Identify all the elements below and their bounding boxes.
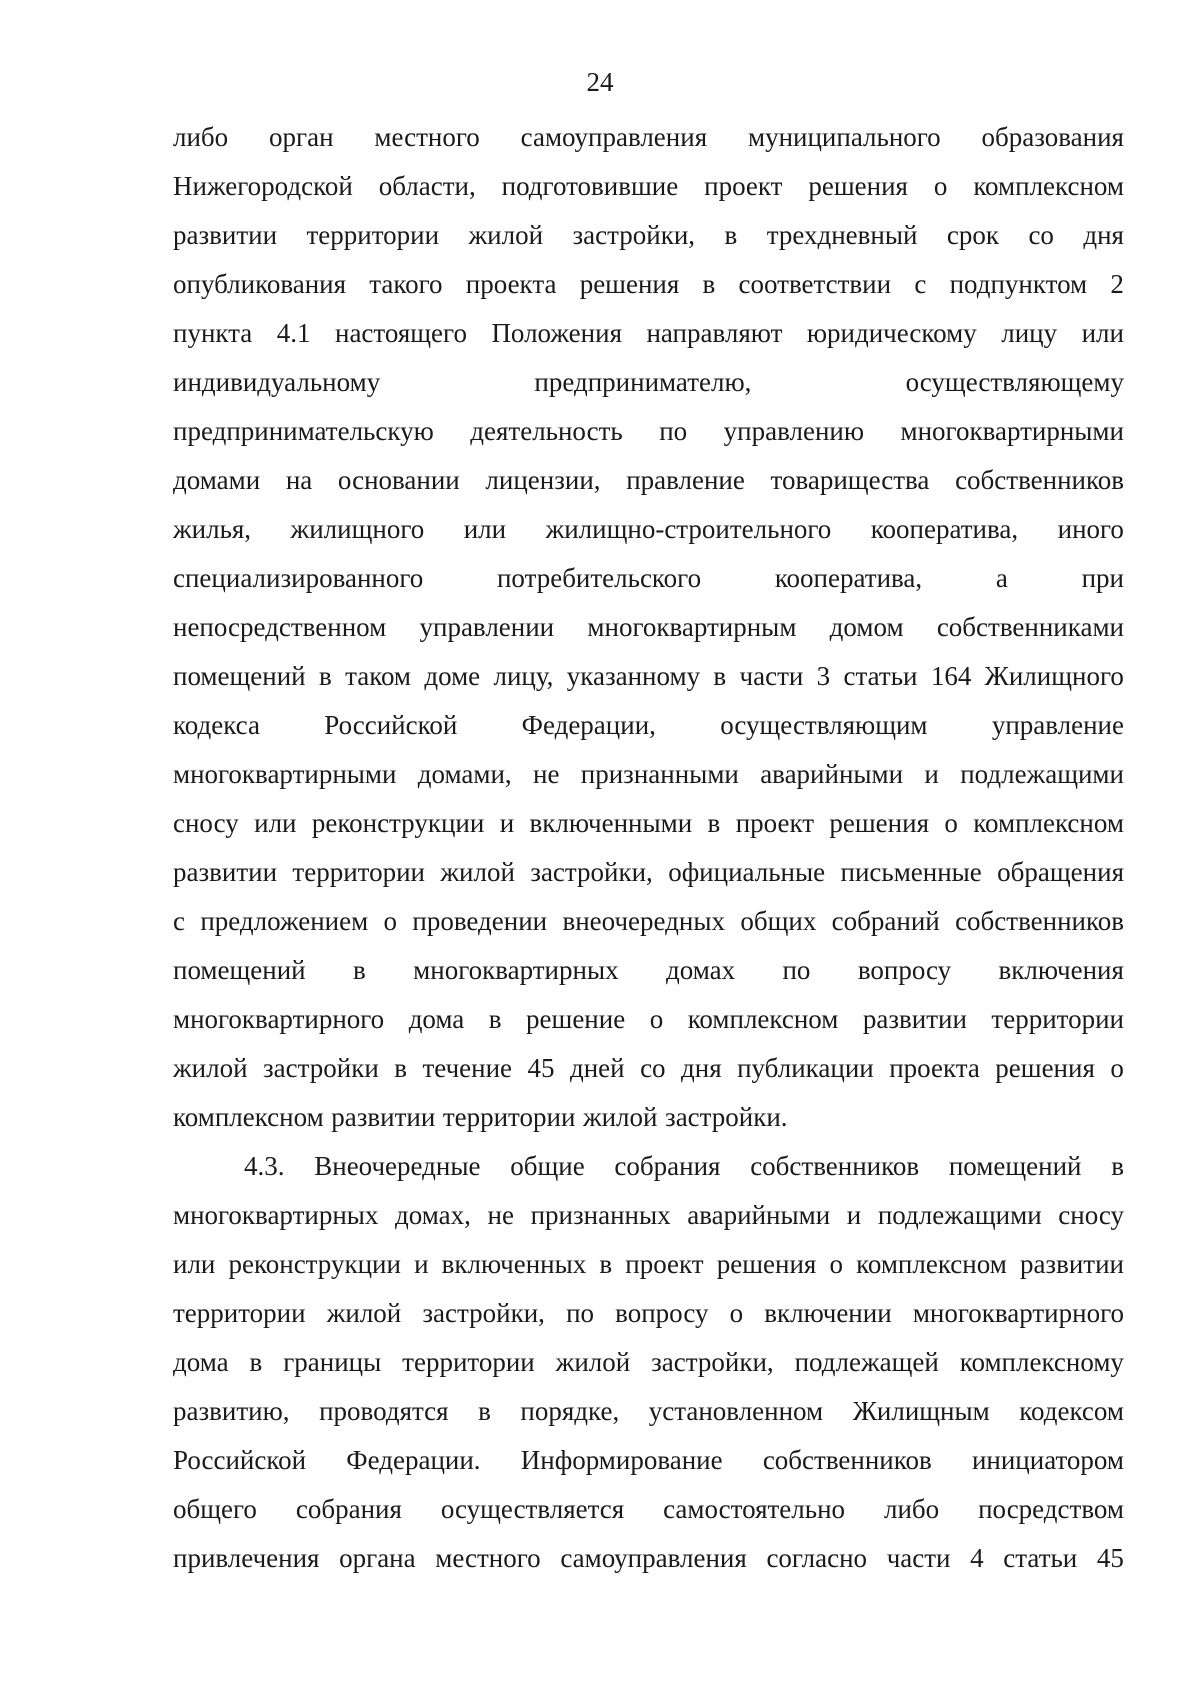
word: посредством xyxy=(978,1494,1124,1524)
word: и xyxy=(846,1200,862,1230)
word: местного xyxy=(435,1543,541,1573)
word: либо xyxy=(883,1494,940,1524)
word: домах xyxy=(665,955,736,985)
text-line xyxy=(173,897,1124,946)
page-number: 24 xyxy=(586,67,614,97)
word: самоуправления xyxy=(520,122,708,152)
word: либо xyxy=(173,122,229,152)
word: решения xyxy=(808,171,908,201)
word: многоквартирного xyxy=(173,1004,385,1034)
word: проект xyxy=(704,171,783,201)
word: жилой xyxy=(173,1053,248,1083)
word: товарищества xyxy=(770,465,930,495)
word: подлежащей xyxy=(794,1347,939,1377)
word: осуществляется xyxy=(440,1494,625,1524)
word: домах, xyxy=(395,1200,471,1230)
word: предпринимателю, xyxy=(534,367,752,397)
word: предложением xyxy=(200,906,369,936)
word: соответствии xyxy=(738,269,892,299)
text-line xyxy=(173,554,1124,603)
word: дня xyxy=(1083,220,1124,250)
word: включенных xyxy=(441,1249,587,1279)
text-line xyxy=(173,603,1124,652)
word: территории xyxy=(442,1102,576,1132)
word: или xyxy=(1081,318,1124,348)
word: в xyxy=(599,1249,613,1279)
word: помещений xyxy=(948,1151,1082,1181)
word: развитии xyxy=(1019,1249,1124,1279)
word: решения xyxy=(579,269,680,299)
word: собраний xyxy=(831,906,940,936)
word: о xyxy=(944,808,958,838)
text-line xyxy=(173,1436,1124,1485)
word: в xyxy=(1111,1151,1124,1181)
word: развитии xyxy=(331,1102,436,1132)
word: Федерации. xyxy=(346,1445,481,1475)
word: проект xyxy=(735,808,815,838)
word: комплексном xyxy=(687,1004,839,1034)
word: порядке, xyxy=(520,1396,620,1426)
word: застройки. xyxy=(665,1102,788,1132)
word: комплексном xyxy=(973,171,1124,201)
text-line xyxy=(173,1534,1124,1583)
word: развитии xyxy=(173,857,278,887)
word: домами, xyxy=(417,759,512,789)
word: многоквартирным xyxy=(587,612,797,642)
word: территории xyxy=(292,857,425,887)
word: и xyxy=(499,808,515,838)
word: подлежащими xyxy=(960,759,1124,789)
word: в xyxy=(713,661,727,691)
word: лицензии, xyxy=(485,465,601,495)
text-line xyxy=(173,995,1124,1044)
word: местного xyxy=(374,122,480,152)
word: Внеочередные xyxy=(314,1151,481,1181)
word: со xyxy=(640,1053,666,1083)
word: развитии xyxy=(173,220,278,250)
word: муниципального xyxy=(747,122,941,152)
word: 45 xyxy=(1096,1543,1124,1573)
word: обращения xyxy=(997,857,1124,887)
text-line xyxy=(173,162,1124,211)
word: домом xyxy=(829,612,904,642)
word: застройки, xyxy=(422,1298,545,1328)
word: в xyxy=(702,269,716,299)
word: развитии xyxy=(862,1004,967,1034)
word: а xyxy=(995,563,1008,593)
word: в xyxy=(353,955,366,985)
word: проведении xyxy=(412,906,548,936)
word: самоуправления xyxy=(560,1543,747,1573)
word: индивидуальному xyxy=(173,367,381,397)
text-line xyxy=(173,1240,1124,1289)
word: решения xyxy=(829,808,929,838)
word: кодексом xyxy=(1019,1396,1124,1426)
word: течение xyxy=(422,1053,513,1083)
word: по xyxy=(659,416,688,446)
word: образования xyxy=(981,122,1124,152)
word: признанными xyxy=(580,759,739,789)
word: дома xyxy=(173,1347,229,1377)
word: привлечения xyxy=(173,1543,320,1573)
word: дома xyxy=(408,1004,465,1034)
word: кооператива, xyxy=(870,514,1019,544)
word: подлежащими xyxy=(877,1200,1042,1230)
word: настоящего xyxy=(335,318,467,348)
word: юридическому xyxy=(806,318,977,348)
text-line xyxy=(173,946,1124,995)
word: развитию, xyxy=(173,1396,290,1426)
text-line xyxy=(173,848,1124,897)
word: трехдневный xyxy=(766,220,918,250)
word: 4 xyxy=(970,1543,984,1573)
text-line xyxy=(173,1044,1124,1093)
word: застройки, xyxy=(651,1347,774,1377)
word: многоквартирных xyxy=(413,955,619,985)
text-line xyxy=(173,701,1124,750)
word: Нижегородской xyxy=(173,171,353,201)
word: о xyxy=(933,171,948,201)
word: дней xyxy=(569,1053,625,1083)
text-line xyxy=(173,1485,1124,1534)
word: жилья, xyxy=(173,514,252,544)
word: и xyxy=(414,1249,429,1279)
word: Федерации, xyxy=(521,710,656,740)
text-line xyxy=(173,358,1124,407)
word: собственниками xyxy=(936,612,1124,642)
word: Российской xyxy=(324,710,458,740)
word: внеочередных xyxy=(562,906,725,936)
word: сносу xyxy=(1058,1200,1124,1230)
word: собрания xyxy=(614,1151,721,1181)
text-line xyxy=(173,1289,1124,1338)
word: предпринимательскую xyxy=(173,416,434,446)
word: области, xyxy=(378,171,476,201)
word: управлению xyxy=(723,416,865,446)
word: помещений xyxy=(173,661,306,691)
word: жилищного xyxy=(290,514,425,544)
word: собственников xyxy=(750,1151,920,1181)
word: в xyxy=(318,661,332,691)
word: аварийными xyxy=(760,759,904,789)
word: при xyxy=(1081,563,1124,593)
word: о xyxy=(829,1249,843,1279)
word: подготовившие xyxy=(501,171,679,201)
word: письменные xyxy=(840,857,982,887)
word: аварийными xyxy=(687,1200,831,1230)
word: указанному xyxy=(566,661,701,691)
word: пункта xyxy=(173,318,253,348)
word: кодекса xyxy=(173,710,260,740)
word: многоквартирными xyxy=(173,759,397,789)
word: проекта xyxy=(889,1053,980,1083)
word: комплексному xyxy=(959,1347,1124,1377)
word: сносу xyxy=(173,808,239,838)
word: 45 xyxy=(527,1053,555,1083)
word: жилой xyxy=(582,1102,658,1132)
word: общего xyxy=(173,1494,257,1524)
word: срок xyxy=(946,220,999,250)
word: комплексном xyxy=(173,1102,324,1132)
word: статьи xyxy=(1003,1543,1078,1573)
word: или xyxy=(173,1249,216,1279)
word: вопросу xyxy=(615,1298,709,1328)
word: статьи xyxy=(843,661,918,691)
word: органа xyxy=(339,1543,416,1573)
word: признанных xyxy=(530,1200,671,1230)
word: границы xyxy=(283,1347,382,1377)
word: Положения xyxy=(491,318,622,348)
word: многоквартирных xyxy=(173,1200,379,1230)
text-line xyxy=(173,456,1124,505)
word: застройки, xyxy=(572,220,696,250)
word: включения xyxy=(998,955,1124,985)
word: территории xyxy=(306,220,440,250)
text-line xyxy=(173,799,1124,848)
word: лицу xyxy=(1001,318,1058,348)
text-line xyxy=(173,211,1124,260)
text-line xyxy=(173,260,1124,309)
word: доме xyxy=(424,661,481,691)
word: помещений xyxy=(173,955,306,985)
word: в xyxy=(249,1347,263,1377)
word: орган xyxy=(269,122,334,152)
word: установленном xyxy=(648,1396,824,1426)
word: 164 xyxy=(930,661,972,691)
word: непосредственном xyxy=(173,612,387,642)
word: не xyxy=(533,759,560,789)
word: или xyxy=(463,514,507,544)
word: в xyxy=(394,1053,407,1083)
word: такого xyxy=(369,269,443,299)
word: или xyxy=(254,808,297,838)
word: о xyxy=(729,1298,744,1328)
word: жилищно-строительного xyxy=(545,514,832,544)
word: в xyxy=(478,1396,491,1426)
text-line xyxy=(173,1142,1124,1191)
word: Информирование xyxy=(520,1445,723,1475)
text-line xyxy=(173,113,1124,162)
word: реконструкции xyxy=(311,808,485,838)
word: по xyxy=(782,955,811,985)
word: Жилищным xyxy=(852,1396,990,1426)
word: в xyxy=(707,808,721,838)
word: собрания xyxy=(295,1494,402,1524)
word: общих xyxy=(740,906,817,936)
word: комплексном xyxy=(856,1249,1007,1279)
word: реконструкции xyxy=(228,1249,401,1279)
word: застройки, xyxy=(530,857,653,887)
word: инициатором xyxy=(971,1445,1124,1475)
word: собственников xyxy=(762,1445,932,1475)
document-body xyxy=(173,113,1124,1583)
word: лицу, xyxy=(493,661,554,691)
word: 4.1 xyxy=(276,318,311,348)
word: жилой xyxy=(440,857,515,887)
word: опубликования xyxy=(173,269,347,299)
word: жилой xyxy=(326,1298,402,1328)
word: деятельность xyxy=(470,416,623,446)
text-line xyxy=(173,309,1124,358)
text-line xyxy=(173,1191,1124,1240)
word: не xyxy=(487,1200,514,1230)
word: кооператива, xyxy=(774,563,923,593)
word: решение xyxy=(526,1004,626,1034)
word: 2 xyxy=(1110,269,1124,299)
word: части xyxy=(886,1543,951,1573)
word: 4.3. xyxy=(244,1151,285,1181)
word: согласно xyxy=(766,1543,868,1573)
word: управление xyxy=(991,710,1124,740)
word: направляют xyxy=(646,318,783,348)
word: потребительского xyxy=(496,563,702,593)
word: проект xyxy=(625,1249,704,1279)
word: вопросу xyxy=(857,955,952,985)
word: в xyxy=(724,220,738,250)
word: управлении xyxy=(419,612,555,642)
word: осуществляющим xyxy=(720,710,928,740)
word: специализированного xyxy=(173,563,424,593)
word: дня xyxy=(681,1053,722,1083)
word: домами xyxy=(173,465,261,495)
word: о xyxy=(1110,1053,1124,1083)
word: включении xyxy=(764,1298,892,1328)
word: комплексном xyxy=(973,808,1124,838)
word: застройки xyxy=(263,1053,379,1083)
text-line xyxy=(173,1093,1124,1142)
word: правление xyxy=(626,465,745,495)
text-line xyxy=(173,652,1124,701)
text-line xyxy=(173,1338,1124,1387)
word: официальные xyxy=(668,857,826,887)
word: о xyxy=(383,906,398,936)
word: многоквартирными xyxy=(900,416,1124,446)
text-line xyxy=(173,505,1124,554)
word: проекта xyxy=(465,269,557,299)
word: общие xyxy=(510,1151,585,1181)
word: со xyxy=(1028,220,1054,250)
word: многоквартирного xyxy=(912,1298,1124,1328)
word: решения xyxy=(716,1249,817,1279)
word: иного xyxy=(1057,514,1124,544)
text-line xyxy=(173,750,1124,799)
word: Российской xyxy=(173,1445,307,1475)
word: включенными xyxy=(529,808,693,838)
word: о xyxy=(649,1004,664,1034)
word: основании xyxy=(337,465,460,495)
word: территории xyxy=(173,1298,306,1328)
word: собственников xyxy=(955,906,1124,936)
word: в xyxy=(488,1004,502,1034)
text-line xyxy=(173,1387,1124,1436)
word: проводятся xyxy=(319,1396,449,1426)
word: территории xyxy=(402,1347,535,1377)
word: таком xyxy=(345,661,412,691)
word: на xyxy=(285,465,313,495)
word: и xyxy=(924,759,939,789)
word: подпунктом xyxy=(949,269,1088,299)
word: осуществляющему xyxy=(905,367,1124,397)
word: по xyxy=(566,1298,595,1328)
word: 3 xyxy=(816,661,831,691)
word: публикации xyxy=(737,1053,874,1083)
word: жилой xyxy=(555,1347,631,1377)
word: с xyxy=(914,269,927,299)
word: с xyxy=(173,906,185,936)
word: территории xyxy=(991,1004,1124,1034)
word: собственников xyxy=(955,465,1124,495)
text-line xyxy=(173,407,1124,456)
word: жилой xyxy=(468,220,544,250)
word: Жилищного xyxy=(984,661,1124,691)
word: части xyxy=(739,661,804,691)
word: решения xyxy=(995,1053,1095,1083)
word: самостоятельно xyxy=(663,1494,846,1524)
